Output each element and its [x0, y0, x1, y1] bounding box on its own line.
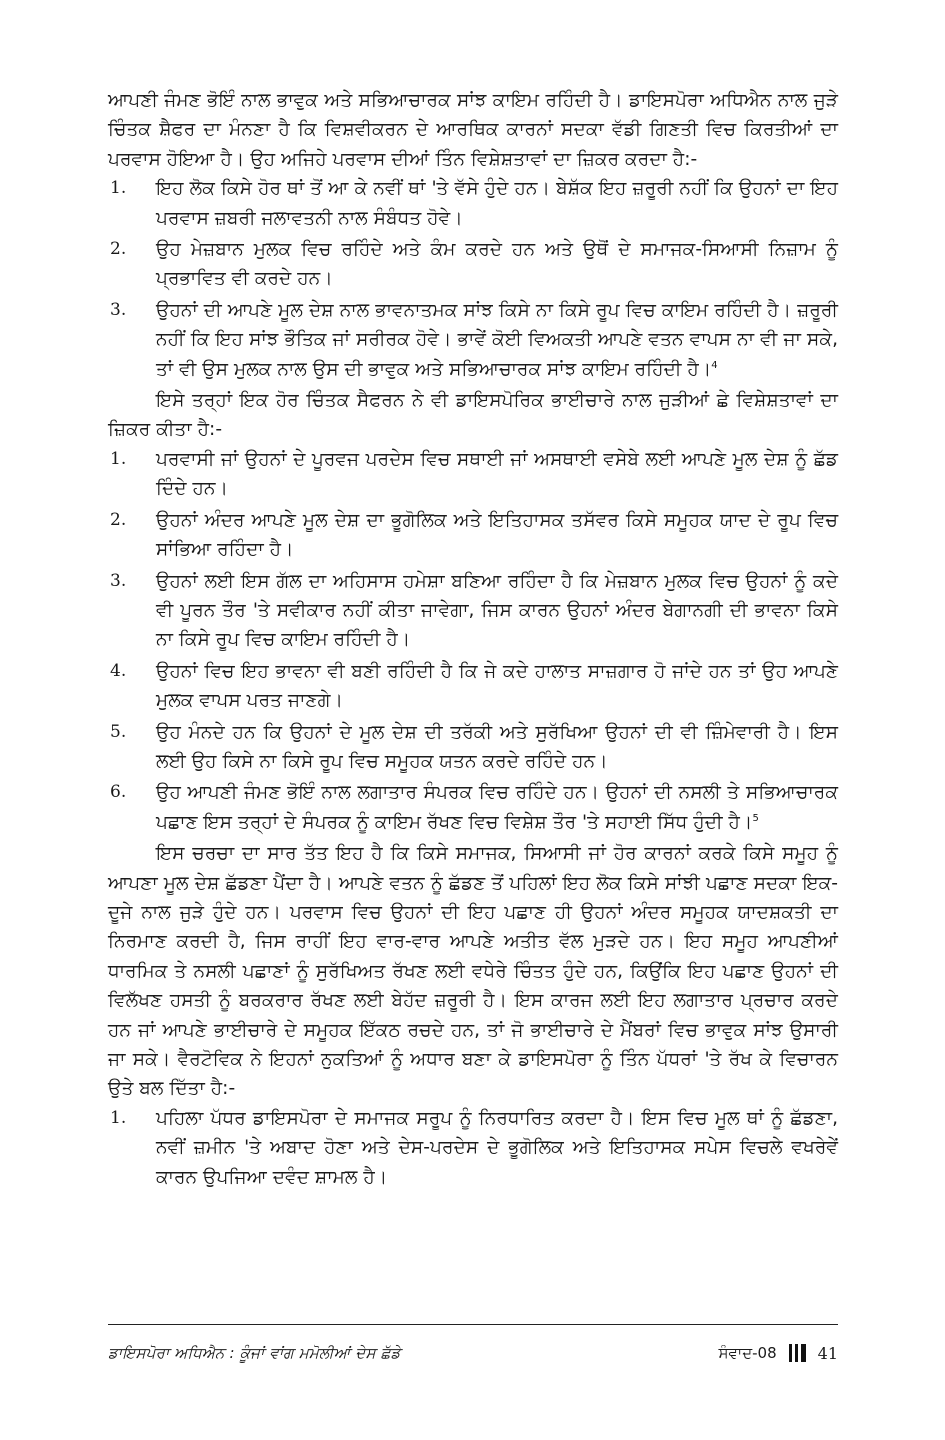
footnote-marker[interactable]: 5 [752, 812, 759, 824]
page-number: 41 [817, 1343, 838, 1363]
list-number: 2. [110, 239, 127, 260]
list-item-text: ਉਹ ਆਪਣੀ ਜੰਮਣ ਭੋਇੰ ਨਾਲ ਲਗਾਤਾਰ ਸੰਪਰਕ ਵਿਚ ਰਹਿੰਦੇ ਹਨ। ਉਹਨਾਂ ਦੀ ਨਸਲੀ ਤੇ ਸਭਿਆਚਾਰਕ ਪਛਾਣ ਇਸ ਤਰ੍ਹਾਂ ਦੇ ਸੰਪਰਕ ਨੂੰ ਕਾਇਮ ਰੱਖਣ ਵਿਚ ਵਿਸ਼ੇਸ਼ ਤੌਰ 'ਤੇ ਸਹਾਈ ਸਿੱਧ ਹੁੰਦੀ ਹੈ। [156, 782, 838, 833]
paragraph-summary: ਇਸ ਚਰਚਾ ਦਾ ਸਾਰ ਤੱਤ ਇਹ ਹੈ ਕਿ ਕਿਸੇ ਸਮਾਜਕ, ਸਿਆਸੀ ਜਾਂ ਹੋਰ ਕਾਰਨਾਂ ਕਰਕੇ ਕਿਸੇ ਸਮੂਹ ਨੂੰ ਆਪਣਾ ਮੂਲ ਦੇਸ਼ ਛੱਡਣਾ ਪੈਂਦਾ ਹੈ। ਆਪਣੇ ਵਤਨ ਨੂੰ ਛੱਡਣ ਤੋਂ ਪਹਿਲਾਂ ਇਹ ਲੋਕ ਕਿਸੇ ਸਾਂਝੀ ਪਛਾਣ ਸਦਕਾ ਇਕ-ਦੂਜੇ ਨਾਲ ਜੁੜੇ ਹੁੰਦੇ ਹਨ। ਪਰਵਾਸ ਵਿਚ ਉਹਨਾਂ ਦੀ ਇਹ ਪਛਾਣ ਹੀ ਉਹਨਾਂ ਅੰਦਰ ਸਮੂਹਕ ਯਾਦਸ਼ਕਤੀ ਦਾ ਨਿਰਮਾਣ ਕਰਦੀ ਹੈ, ਜਿਸ ਰਾਹੀਂ ਇਹ ਵਾਰ-ਵਾਰ ਆਪਣੇ ਅਤੀਤ ਵੱਲ ਮੁੜਦੇ ਹਨ। ਇਹ ਸਮੂਹ ਆਪਣੀਆਂ ਧਾਰਮਿਕ ਤੇ ਨਸਲੀ ਪਛਾਣਾਂ ਨੂੰ ਸੁਰੱਖਿਅਤ ਰੱਖਣ ਲਈ ਵਧੇਰੇ ਚਿੰਤਤ ਹੁੰਦੇ ਹਨ, ਕਿਉਂਕਿ ਇਹ ਪਛਾਣ ਉਹਨਾਂ ਦੀ ਵਿਲੱਖਣ ਹਸਤੀ ਨੂੰ ਬਰਕਰਾਰ ਰੱਖਣ ਲਈ ਬੇਹੱਦ ਜ਼ਰੂਰੀ ਹੈ। ਇਸ ਕਾਰਜ ਲਈ ਇਹ ਲਗਾਤਾਰ ਪ੍ਰਚਾਰ ਕਰਦੇ ਹਨ ਜਾਂ ਆਪਣੇ ਭਾਈਚਾਰੇ ਦੇ ਸਮੂਹਕ ਇੱਕਠ ਰਚਦੇ ਹਨ, ਤਾਂ ਜੋ ਭਾਈਚਾਰੇ ਦੇ ਮੈਂਬਰਾਂ ਵਿਚ ਭਾਵੁਕ ਸਾਂਝ ਉਸਾਰੀ ਜਾ ਸਕੇ। ਵੈਰਟੋਵਿਕ ਨੇ ਇਹਨਾਂ ਨੁਕਤਿਆਂ ਨੂੰ ਅਧਾਰ ਬਣਾ ਕੇ ਡਾਇਸਪੋਰਾ ਨੂੰ ਤਿੰਨ ਪੱਧਰਾਂ 'ਤੇ ਰੱਖ ਕੇ ਵਿਚਾਰਨ ਉਤੇ ਬਲ ਦਿੱਤਾ ਹੈ:- [108, 843, 838, 1100]
list-number: 2. [110, 509, 127, 530]
page-footer [108, 1338, 838, 1368]
footnote-marker[interactable]: 4 [711, 359, 718, 371]
list-item-text: ਉਹ ਮੰਨਦੇ ਹਨ ਕਿ ਉਹਨਾਂ ਦੇ ਮੂਲ ਦੇਸ਼ ਦੀ ਤਰੱਕੀ ਅਤੇ ਸੁਰੱਖਿਆ ਉਹਨਾਂ ਦੀ ਵੀ ਜ਼ਿੰਮੇਵਾਰੀ ਹੈ। ਇਸ ਲਈ ਉਹ ਕਿਸੇ ਨਾ ਕਿਸੇ ਰੂਪ ਵਿਚ ਸਮੂਹਕ ਯਤਨ ਕਰਦੇ ਰਹਿੰਦੇ ਹਨ। [156, 721, 838, 772]
list-item [108, 174, 838, 233]
list-item-text: ਉਹਨਾਂ ਅੰਦਰ ਆਪਣੇ ਮੂਲ ਦੇਸ਼ ਦਾ ਭੂਗੋਲਿਕ ਅਤੇ ਇਤਿਹਾਸਕ ਤਸੱਵਰ ਕਿਸੇ ਸਮੂਹਕ ਯਾਦ ਦੇ ਰੂਪ ਵਿਚ ਸਾਂਭਿਆ ਰਹਿੰਦਾ ਹੈ। [156, 509, 838, 561]
list-number: 1. [110, 1107, 127, 1128]
safran-list [108, 445, 838, 837]
list-item-text: ਇਹ ਲੋਕ ਕਿਸੇ ਹੋਰ ਥਾਂ ਤੋਂ ਆ ਕੇ ਨਵੀਂ ਥਾਂ 'ਤੇ ਵੱਸੇ ਹੁੰਦੇ ਹਨ। ਬੇਸ਼ੱਕ ਇਹ ਜ਼ਰੂਰੀ ਨਹੀਂ ਕਿ ਉਹਨਾਂ ਦਾ ਇਹ ਪਰਵਾਸ ਜ਼ਬਰੀ ਜਲਾਵਤਨੀ ਨਾਲ ਸੰਬੰਧਤ ਹੋਵੇ। [156, 178, 838, 229]
list-item-text: ਉਹ ਮੇਜ਼ਬਾਨ ਮੁਲਕ ਵਿਚ ਰਹਿੰਦੇ ਅਤੇ ਕੰਮ ਕਰਦੇ ਹਨ ਅਤੇ ਉਥੋਂ ਦੇ ਸਮਾਜਕ-ਸਿਆਸੀ ਨਿਜ਼ਾਮ ਨੂੰ ਪ੍ਰਭਾਵਿਤ ਵੀ ਕਰਦੇ ਹਨ। [156, 239, 838, 290]
list-number: 5. [110, 721, 127, 742]
list-item [108, 235, 838, 294]
paragraph-safran: ਇਸੇ ਤਰ੍ਹਾਂ ਇਕ ਹੋਰ ਚਿੰਤਕ ਸੈਫਰਨ ਨੇ ਵੀ ਡਾਇਸਪੋਰਿਕ ਭਾਈਚਾਰੇ ਨਾਲ ਜੁੜੀਆਂ ਛੇ ਵਿਸ਼ੇਸ਼ਤਾਵਾਂ ਦਾ ਜ਼ਿਕਰ ਕੀਤਾ ਹੈ:- [108, 390, 838, 441]
list-item-text: ਉਹਨਾਂ ਦੀ ਆਪਣੇ ਮੂਲ ਦੇਸ਼ ਨਾਲ ਭਾਵਨਾਤਮਕ ਸਾਂਝ ਕਿਸੇ ਨਾ ਕਿਸੇ ਰੂਪ ਵਿਚ ਕਾਇਮ ਰਹਿੰਦੀ ਹੈ। ਜ਼ਰੂਰੀ ਨਹੀਂ ਕਿ ਇਹ ਸਾਂਝ ਭੌਤਿਕ ਜਾਂ ਸਰੀਰਕ ਹੋਵੇ। ਭਾਵੇਂ ਕੋਈ ਵਿਅਕਤੀ ਆਪਣੇ ਵਤਨ ਵਾਪਸ ਨਾ ਵੀ ਜਾ ਸਕੇ, ਤਾਂ ਵੀ ਉਸ ਮੁਲਕ ਨਾਲ ਉਸ ਦੀ ਭਾਵੁਕ ਅਤੇ ਸਭਿਆਚਾਰਕ ਸਾਂਝ ਕਾਇਮ ਰਹਿੰਦੀ ਹੈ। [156, 299, 838, 380]
page-body [108, 86, 838, 1194]
list-item [108, 657, 838, 716]
bars-icon [789, 1344, 806, 1362]
list-item [108, 445, 838, 504]
list-item-text: ਉਹਨਾਂ ਲਈ ਇਸ ਗੱਲ ਦਾ ਅਹਿਸਾਸ ਹਮੇਸ਼ਾ ਬਣਿਆ ਰਹਿੰਦਾ ਹੈ ਕਿ ਮੇਜ਼ਬਾਨ ਮੁਲਕ ਵਿਚ ਉਹਨਾਂ ਨੂੰ ਕਦੇ ਵੀ ਪੂਰਨ ਤੌਰ 'ਤੇ ਸਵੀਕਾਰ ਨਹੀਂ ਕੀਤਾ ਜਾਵੇਗਾ, ਜਿਸ ਕਾਰਨ ਉਹਨਾਂ ਅੰਦਰ ਬੇਗਾਨਗੀ ਦੀ ਭਾਵਨਾ ਕਿਸੇ ਨਾ ਕਿਸੇ ਰੂਪ ਵਿਚ ਕਾਇਮ ਰਹਿੰਦੀ ਹੈ। [156, 570, 838, 651]
vertovec-list [108, 1104, 838, 1192]
list-item [108, 1104, 838, 1192]
list-item-text: ਪਹਿਲਾ ਪੱਧਰ ਡਾਇਸਪੋਰਾ ਦੇ ਸਮਾਜਕ ਸਰੂਪ ਨੂੰ ਨਿਰਧਾਰਿਤ ਕਰਦਾ ਹੈ। ਇਸ ਵਿਚ ਮੂਲ ਥਾਂ ਨੂੰ ਛੱਡਣਾ, ਨਵੀਂ ਜ਼ਮੀਨ 'ਤੇ ਅਬਾਦ ਹੋਣਾ ਅਤੇ ਦੇਸ-ਪਰਦੇਸ ਦੇ ਭੂਗੋਲਿਕ ਅਤੇ ਇਤਿਹਾਸਕ ਸਪੇਸ ਵਿਚਲੇ ਵਖਰੇਵੇਂ ਕਾਰਨ ਉਪਜਿਆ ਦਵੰਦ ਸ਼ਾਮਲ ਹੈ। [156, 1107, 838, 1188]
list-number: 1. [110, 448, 127, 469]
list-item [108, 567, 838, 655]
list-number: 6. [110, 782, 127, 803]
list-item-text: ਉਹਨਾਂ ਵਿਚ ਇਹ ਭਾਵਨਾ ਵੀ ਬਣੀ ਰਹਿੰਦੀ ਹੈ ਕਿ ਜੇ ਕਦੇ ਹਾਲਾਤ ਸਾਜ਼ਗਾਰ ਹੋ ਜਾਂਦੇ ਹਨ ਤਾਂ ਉਹ ਆਪਣੇ ਮੁਲਕ ਵਾਪਸ ਪਰਤ ਜਾਣਗੇ। [156, 660, 838, 712]
list-item [108, 718, 838, 777]
footer-right [719, 1344, 838, 1363]
running-title: ਡਾਇਸਪੋਰਾ ਅਧਿਐਨ : ਕੂੰਜਾਂ ਵਾਂਗ ਮਮੋਲੀਆਂ ਦੇਸ ਛੱਡੇ [108, 1344, 401, 1362]
paragraph-intro: ਆਪਣੀ ਜੰਮਣ ਭੋਇੰ ਨਾਲ ਭਾਵੁਕ ਅਤੇ ਸਭਿਆਚਾਰਕ ਸਾਂਝ ਕਾਇਮ ਰਹਿੰਦੀ ਹੈ। ਡਾਇਸਪੋਰਾ ਅਧਿਐਨ ਨਾਲ ਜੁੜੇ ਚਿੰਤਕ ਸ਼ੈਫਰ ਦਾ ਮੰਨਣਾ ਹੈ ਕਿ ਵਿਸ਼ਵੀਕਰਨ ਦੇ ਆਰਥਿਕ ਕਾਰਨਾਂ ਸਦਕਾ ਵੱਡੀ ਗਿਣਤੀ ਵਿਚ ਕਿਰਤੀਆਂ ਦਾ ਪਰਵਾਸ ਹੋਇਆ ਹੈ। ਉਹ ਅਜਿਹੇ ਪਰਵਾਸ ਦੀਆਂ ਤਿੰਨ ਵਿਸ਼ੇਸ਼ਤਾਵਾਂ ਦਾ ਜ਼ਿਕਰ ਕਰਦਾ ਹੈ:- [108, 90, 838, 170]
list-item-text: ਪਰਵਾਸੀ ਜਾਂ ਉਹਨਾਂ ਦੇ ਪੂਰਵਜ ਪਰਦੇਸ ਵਿਚ ਸਥਾਈ ਜਾਂ ਅਸਥਾਈ ਵਸੇਬੇ ਲਈ ਆਪਣੇ ਮੂਲ ਦੇਸ਼ ਨੂੰ ਛੱਡ ਦਿੰਦੇ ਹਨ। [156, 448, 838, 500]
list-number: 3. [110, 299, 127, 320]
list-number: 1. [110, 178, 127, 199]
list-item [108, 778, 838, 837]
list-number: 3. [110, 570, 127, 591]
footer-divider [108, 1324, 838, 1325]
list-item [108, 506, 838, 565]
issue-label: ਸੰਵਾਦ-08 [718, 1344, 777, 1362]
shaffer-list [108, 174, 838, 384]
list-item [108, 296, 838, 384]
list-number: 4. [110, 660, 127, 681]
